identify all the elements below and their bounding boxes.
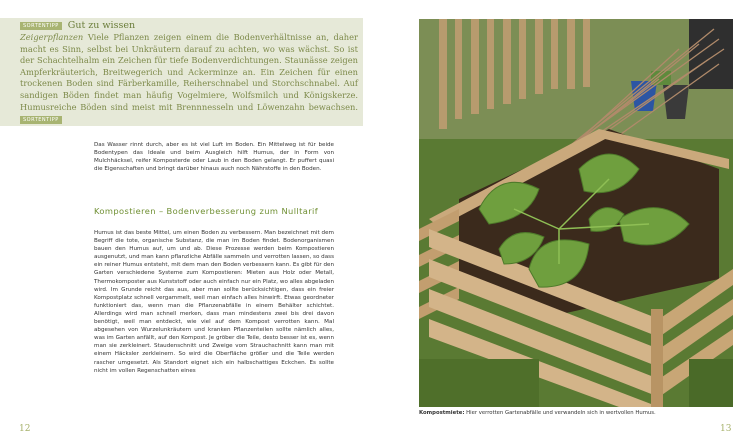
page-number-left: 12	[19, 424, 31, 434]
tip-box	[0, 18, 363, 126]
compost-illustration	[419, 19, 733, 407]
tip-tag: SORTENTIPP	[20, 22, 62, 30]
compost-photo	[419, 19, 733, 407]
photo-caption	[419, 410, 733, 416]
tip-lead: Zeigerpflanzen	[20, 32, 84, 42]
caption-text: Hier verrotten Gartenabfälle und verwandeln sich in wertvollen Humus.	[464, 410, 656, 416]
page-number-right: 13	[720, 424, 732, 434]
paragraph-2: Humus ist das beste Mittel, um einen Boden zu verbessern. Man bezeichnet mit dem Begriff die tote, organische Substanz, die man im Boden findet. Bodenorganismen bauen den Humus auf, um und ab. Diese Prozesse werden beim Kompostieren ausgenutzt, und man kann pflanzliche Abfälle sammeln und verrotten lassen, so dass ein reiner Humus entsteht, mit dem man den Boden verbessern kann. Es gibt für den Garten verschiedene Systeme zum Kompostieren: Mieten aus Holz oder Metall, Thermokomposter aus Kunststoff oder auch einfach nur ein Platz, wo alles abgeladen wird. Im Grunde reicht das aus, aber man sollte berücksichtigen, dass ein freier Kompostplatz schnell vergammelt, weil man einfach alles hinwirft. Etwas geordneter funktioniert das, wenn man die Pflanzenabfälle in einem Behälter schichtet. Allerdings wird man schnell merken, dass man mindestens zwei bis drei davon benötigt, weil man entdeckt, wie viel auf dem Kompost verrotten kann. Mal abgesehen von Wurzelunkräutern und kranken Pflanzenteilen sollte nämlich alles, was im Garten anfällt, auf den Kompost. Je gröber die Teile, desto besser ist es, wenn man sie zerkleinert. Staudenschnitt und Zweige vom Strauchschnitt kann man mit einem Häcksler zerkleinern. So wird die Oberfläche größer und die Teile werden rascher umgesetzt. Als Standort eignet sich ein halbschattiges Eckchen. Es sollte nicht im vollen Regenschatten eines	[94, 230, 334, 374]
tip-title: Gut zu wissen	[67, 20, 136, 31]
tip-body-text: Viele Pflanzen zeigen einem die Bodenverhältnisse an, daher macht es Sinn, selbst bei Unkräutern darauf zu achten, wo was wächst. So ist der Schachtelhalm ein Zeichen für tiefe Bodenverdichtungen. Staunässe zeigen Ampferkräuterich, Breitwegerich und Ackerminze an. Ein Zeichen für einen trockenen Boden sind Färberkamille, Reiherschnabel und Storchschnabel. Auf sandigen Böden findet man häufig Vogelmiere, Wolfsmilch und Königskerze. Humusreiche Böden sind meist mit Brennnesseln und Löwenzahn bewachsen.	[20, 32, 358, 112]
tip-header	[20, 20, 135, 31]
paragraph-1: Das Wasser rinnt durch, aber es ist viel Luft im Boden. Ein Mittelweg ist für beide Bodentypen das Ideale und beim Ausgleich hilft Humus, der in Form von Mulchhäcksel, reifer Komposterde oder Laub in den Boden gelangt. Er puffert quasi die Eigenschaften und bringt darüber hinaus auch noch Nährstoffe in den Boden.	[94, 142, 334, 173]
tip-end-tag: SORTENTIPP	[20, 116, 62, 124]
section-heading: Kompostieren – Bodenverbesserung zum Nulltarif	[94, 206, 319, 216]
tip-text	[20, 32, 358, 127]
caption-lead: Kompostmiete:	[419, 410, 465, 416]
